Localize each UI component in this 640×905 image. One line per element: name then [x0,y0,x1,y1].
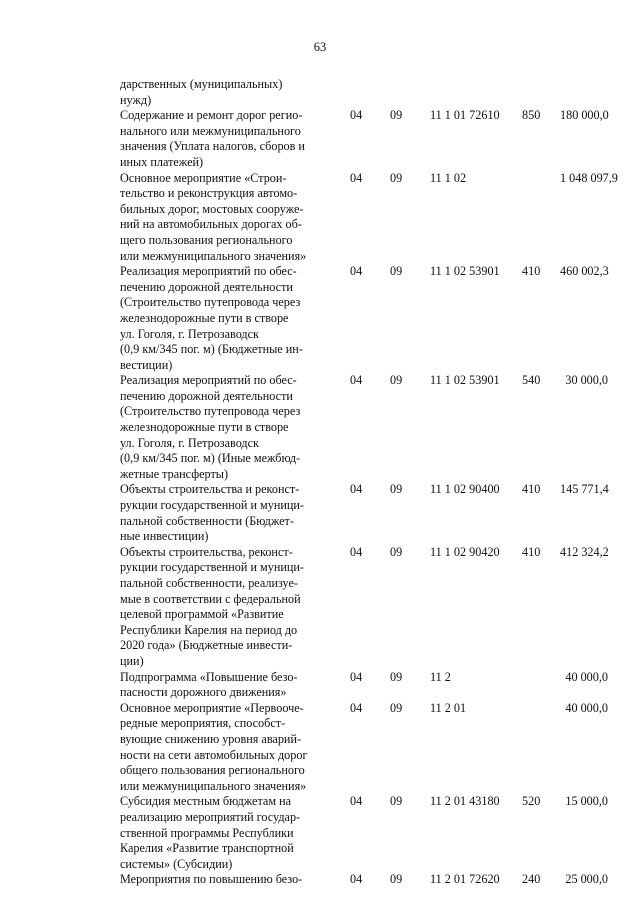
table-row [120,670,608,701]
item-name-cell [120,264,342,373]
amount-cell: 40 000,0 [565,700,608,715]
target-article-cell: 11 1 02 [430,170,467,185]
item-name-cell [120,794,342,872]
expense-type-cell: 240 [522,872,541,887]
section-code-cell: 04 [350,669,363,684]
item-name-line: Субсидия местным бюджетам на [120,794,292,809]
item-name-cell [120,77,342,108]
item-name-line: ции) [120,653,144,668]
expense-type-cell [518,670,560,701]
table-row [120,545,608,670]
section-code-cell: 04 [350,108,363,123]
item-name-cell [120,545,342,670]
amount-cell: 40 000,0 [565,669,608,684]
section-code-cell: 04 [350,482,363,497]
subsection-code-cell: 09 [390,482,403,497]
section-code-cell: 04 [350,872,363,887]
section-code-cell: 04 [350,700,363,715]
item-name-cell [120,872,342,888]
subsection-code-cell [382,77,422,108]
item-name-line: общего пользования регионального [120,763,305,778]
target-article-cell: 11 1 02 53901 [430,264,500,279]
item-name-line: Карелия «Развитие транспортной [120,841,294,856]
budget-table-body [120,77,618,888]
item-name-line: щего пользования регионального [120,232,293,247]
amount-cell: 180 000,0 [560,108,609,123]
item-name-line: Подпрограмма «Повышение безо- [120,669,298,684]
item-name-line: значения (Уплата налогов, сборов и [120,139,305,154]
item-name-line: ул. Гоголя, г. Петрозаводск [120,326,259,341]
table-row [120,794,608,872]
item-name-line: Республики Карелия на период до [120,622,298,637]
expense-type-cell [518,171,560,265]
amount-cell: 30 000,0 [565,373,608,388]
item-name-line: вестиции) [120,357,173,372]
item-name-line: Мероприятия по повышению безо- [120,872,303,887]
target-article-cell: 11 1 02 90400 [430,482,500,497]
item-name-line: (Строительство путепровода через [120,404,301,419]
item-name-line: Содержание и ремонт дорог регио- [120,108,303,123]
item-name-line: тельство и реконструкция автомо- [120,186,298,201]
target-article-cell [422,77,518,108]
amount-cell [560,77,608,108]
subsection-code-cell: 09 [390,108,403,123]
item-name-line: мые в соответствии с федеральной [120,591,301,606]
expense-type-cell [518,77,560,108]
item-name-line: пальной собственности, реализуе- [120,576,298,590]
section-code-cell: 04 [350,373,363,388]
item-name-line: ственной программы Республики [120,825,294,840]
item-name-line: или межмуниципального значения» [120,778,307,793]
item-name-cell [120,171,342,265]
item-name-line: ности на сети автомобильных дорог [120,747,308,762]
subsection-code-cell: 09 [390,373,403,388]
item-name-line: 2020 года» (Бюджетные инвести- [120,638,293,653]
subsection-code-cell: 09 [390,669,403,684]
amount-cell: 25 000,0 [565,872,608,887]
section-code-cell: 04 [350,544,363,559]
item-name-line: пальной собственности (Бюджет- [120,513,294,528]
section-code-cell: 04 [350,794,363,809]
item-name-line: пасности дорожного движения» [120,685,287,700]
target-article-cell: 11 2 01 43180 [430,794,500,809]
item-name-line: печению дорожной деятельности [120,388,293,403]
table-row [120,171,608,265]
table-row [120,108,608,170]
item-name-line: Основное мероприятие «Первооче- [120,700,304,715]
table-row [120,701,608,795]
target-article-cell: 11 1 02 53901 [430,373,500,388]
item-name-line: рукции государственной и муници- [120,560,304,575]
item-name-line: жетные трансферты) [120,466,229,481]
table-row [120,77,608,108]
item-name-cell [120,373,342,482]
item-name-line: ул. Гоголя, г. Петрозаводск [120,435,259,450]
item-name-cell [120,670,342,701]
table-row [120,373,608,482]
item-name-line: или межмуниципального значения» [120,248,307,263]
expense-type-cell: 410 [522,264,541,279]
item-name-line: ний на автомобильных дорогах об- [120,217,302,232]
item-name-line: (0,9 км/345 пог. м) (Иные межбюд- [120,451,301,466]
table-row [120,482,608,544]
item-name-line: системы» (Субсидии) [120,856,233,871]
item-name-line: целевой программой «Развитие [120,607,284,622]
amount-cell: 145 771,4 [560,482,609,497]
item-name-line: (Строительство путепровода через [120,295,301,310]
subsection-code-cell: 09 [390,794,403,809]
amount-cell: 1 048 097,9 [560,170,618,185]
item-name-cell [120,482,342,544]
amount-cell: 15 000,0 [565,794,608,809]
subsection-code-cell: 09 [390,544,403,559]
target-article-cell: 11 2 01 72620 [430,872,500,887]
table-row [120,872,608,888]
item-name-line: редные мероприятия, способст- [120,716,286,731]
expense-type-cell: 540 [522,373,541,388]
subsection-code-cell: 09 [390,264,403,279]
amount-cell: 460 002,3 [560,264,609,279]
item-name-cell [120,701,342,795]
target-article-cell: 11 2 01 [430,700,467,715]
page-number: 63 [313,40,327,54]
item-name-line: Объекты строительства и реконст- [120,482,300,497]
expense-type-cell: 520 [522,794,541,809]
item-name-line: ные инвестиции) [120,529,209,544]
item-name-line: вующие снижению уровня аварий- [120,731,302,746]
item-name-line: нужд) [120,92,152,107]
target-article-cell: 11 1 02 90420 [430,544,500,559]
expense-type-cell [518,701,560,795]
item-name-line: дарственных (муниципальных) [120,77,283,91]
item-name-line: железнодорожные пути в створе [120,420,289,435]
target-article-cell: 11 1 01 72610 [430,108,500,123]
expense-type-cell: 850 [522,108,541,123]
amount-cell: 412 324,2 [560,544,609,559]
table-row [120,264,608,373]
section-code-cell: 04 [350,170,363,185]
item-name-line: печению дорожной деятельности [120,279,293,294]
item-name-cell [120,108,342,170]
item-name-line: Основное мероприятие «Строи- [120,170,287,185]
section-code-cell: 04 [350,264,363,279]
item-name-line: Реализация мероприятий по обес- [120,264,297,279]
expense-type-cell: 410 [522,544,541,559]
subsection-code-cell: 09 [390,872,403,887]
target-article-cell: 11 2 [430,669,451,684]
subsection-code-cell: 09 [390,700,403,715]
item-name-line: иных платежей) [120,154,204,169]
item-name-line: железнодорожные пути в створе [120,310,289,325]
budget-table [120,77,618,888]
item-name-line: рукции государственной и муници- [120,498,304,513]
section-code-cell [342,77,382,108]
item-name-line: (0,9 км/345 пог. м) (Бюджетные ин- [120,342,303,357]
item-name-line: бильных дорог, мостовых сооруже- [120,201,304,216]
subsection-code-cell: 09 [390,170,403,185]
item-name-line: нального или межмуниципального [120,123,301,138]
expense-type-cell: 410 [522,482,541,497]
item-name-line: реализацию мероприятий государ- [120,809,301,824]
item-name-line: Объекты строительства, реконст- [120,544,293,559]
item-name-line: Реализация мероприятий по обес- [120,373,297,388]
